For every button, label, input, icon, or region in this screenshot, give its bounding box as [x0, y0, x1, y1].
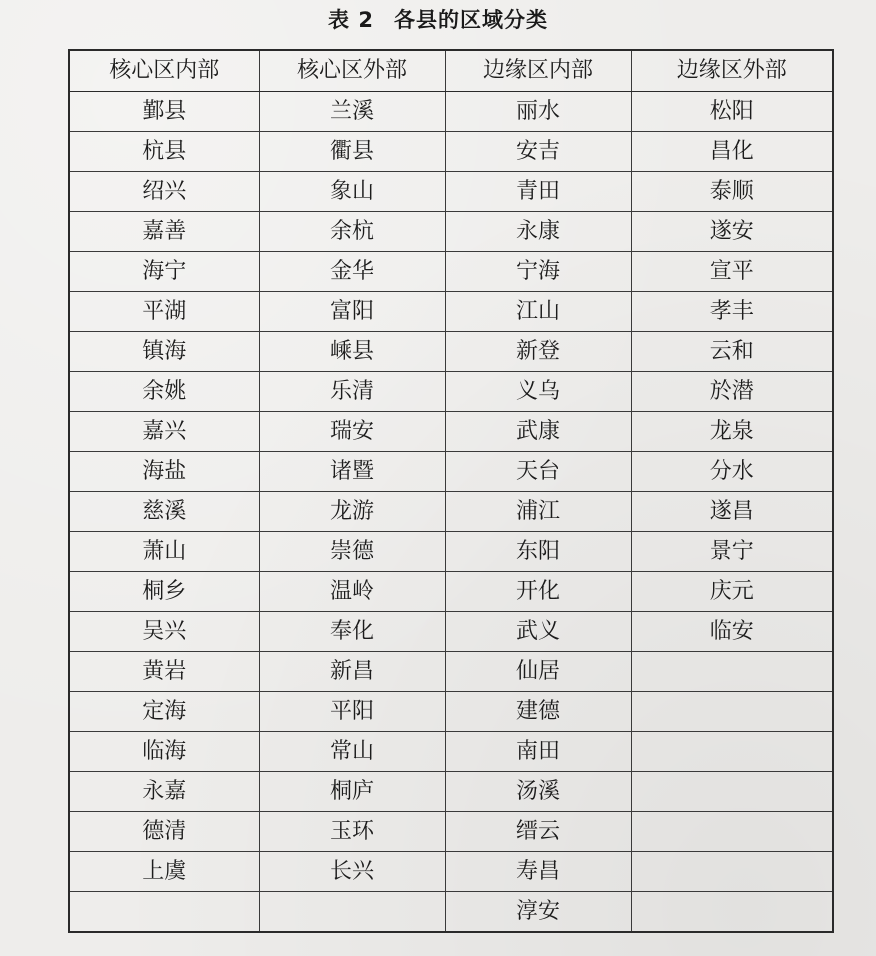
table-cell: 富阳 — [259, 292, 445, 332]
table-cell — [631, 892, 833, 933]
table-cell: 青田 — [445, 172, 631, 212]
table-cell: 景宁 — [631, 532, 833, 572]
table-cell: 遂昌 — [631, 492, 833, 532]
column-header: 边缘区外部 — [631, 50, 833, 92]
table-cell: 平湖 — [69, 292, 259, 332]
table-cell — [631, 852, 833, 892]
table-cell — [631, 732, 833, 772]
table-cell: 余杭 — [259, 212, 445, 252]
table-cell: 孝丰 — [631, 292, 833, 332]
table-row — [69, 212, 833, 252]
table-cell: 临安 — [631, 612, 833, 652]
table-cell: 嘉兴 — [69, 412, 259, 452]
table-cell: 天台 — [445, 452, 631, 492]
table-cell: 象山 — [259, 172, 445, 212]
table-cell: 萧山 — [69, 532, 259, 572]
column-header: 核心区内部 — [69, 50, 259, 92]
table-cell: 温岭 — [259, 572, 445, 612]
table-row — [69, 892, 833, 933]
table-cell: 庆元 — [631, 572, 833, 612]
table-cell: 安吉 — [445, 132, 631, 172]
table-cell: 新昌 — [259, 652, 445, 692]
table-cell: 松阳 — [631, 92, 833, 132]
table-cell: 新登 — [445, 332, 631, 372]
table-cell: 定海 — [69, 692, 259, 732]
table-row — [69, 292, 833, 332]
table-cell — [631, 772, 833, 812]
table-row — [69, 692, 833, 732]
table-cell: 镇海 — [69, 332, 259, 372]
table-cell: 鄞县 — [69, 92, 259, 132]
table-cell: 泰顺 — [631, 172, 833, 212]
table-cell: 义乌 — [445, 372, 631, 412]
table-cell — [631, 812, 833, 852]
table-cell: 遂安 — [631, 212, 833, 252]
header-row — [69, 50, 833, 92]
table-cell: 武义 — [445, 612, 631, 652]
column-header: 边缘区内部 — [445, 50, 631, 92]
table-cell: 桐庐 — [259, 772, 445, 812]
table-cell: 浦江 — [445, 492, 631, 532]
table-cell: 宁海 — [445, 252, 631, 292]
table-cell: 衢县 — [259, 132, 445, 172]
table-cell: 绍兴 — [69, 172, 259, 212]
table-cell — [631, 692, 833, 732]
table-cell: 黄岩 — [69, 652, 259, 692]
table-row — [69, 852, 833, 892]
table-cell: 慈溪 — [69, 492, 259, 532]
table-cell: 德清 — [69, 812, 259, 852]
table-row — [69, 572, 833, 612]
table-number: 表 2 — [328, 8, 374, 32]
table-cell: 诸暨 — [259, 452, 445, 492]
table-caption — [0, 4, 876, 34]
table-cell: 兰溪 — [259, 92, 445, 132]
table-body — [69, 92, 833, 933]
table-cell — [69, 892, 259, 933]
table-cell — [259, 892, 445, 933]
table-cell — [631, 652, 833, 692]
table-cell: 海宁 — [69, 252, 259, 292]
table-cell: 宣平 — [631, 252, 833, 292]
table-cell: 海盐 — [69, 452, 259, 492]
table-cell: 云和 — [631, 332, 833, 372]
table-cell: 桐乡 — [69, 572, 259, 612]
table-row — [69, 252, 833, 292]
table-row — [69, 412, 833, 452]
table-cell: 金华 — [259, 252, 445, 292]
table-cell: 昌化 — [631, 132, 833, 172]
table-cell: 丽水 — [445, 92, 631, 132]
column-header: 核心区外部 — [259, 50, 445, 92]
table-cell: 於潜 — [631, 372, 833, 412]
table-cell: 开化 — [445, 572, 631, 612]
county-classification-table — [68, 49, 834, 933]
table-row — [69, 652, 833, 692]
table-cell: 玉环 — [259, 812, 445, 852]
table-cell: 常山 — [259, 732, 445, 772]
table-row — [69, 172, 833, 212]
table-cell: 龙泉 — [631, 412, 833, 452]
table-cell: 仙居 — [445, 652, 631, 692]
table-row — [69, 372, 833, 412]
table-cell: 嘉善 — [69, 212, 259, 252]
table-cell: 吴兴 — [69, 612, 259, 652]
table-row — [69, 492, 833, 532]
table-cell: 分水 — [631, 452, 833, 492]
table-cell: 永康 — [445, 212, 631, 252]
table-row — [69, 732, 833, 772]
table-cell: 江山 — [445, 292, 631, 332]
table-cell: 杭县 — [69, 132, 259, 172]
table-cell: 建德 — [445, 692, 631, 732]
table-cell: 嵊县 — [259, 332, 445, 372]
table-cell: 瑞安 — [259, 412, 445, 452]
table-row — [69, 132, 833, 172]
table-cell: 永嘉 — [69, 772, 259, 812]
table-cell: 奉化 — [259, 612, 445, 652]
table-row — [69, 452, 833, 492]
table-cell: 寿昌 — [445, 852, 631, 892]
table-row — [69, 772, 833, 812]
table-row — [69, 612, 833, 652]
table-cell: 汤溪 — [445, 772, 631, 812]
table-cell: 平阳 — [259, 692, 445, 732]
table-cell: 武康 — [445, 412, 631, 452]
table-cell: 东阳 — [445, 532, 631, 572]
table-cell: 崇德 — [259, 532, 445, 572]
table-cell: 余姚 — [69, 372, 259, 412]
table-row — [69, 812, 833, 852]
table-row — [69, 532, 833, 572]
table-cell: 淳安 — [445, 892, 631, 933]
table-row — [69, 332, 833, 372]
table-row — [69, 92, 833, 132]
table-cell: 长兴 — [259, 852, 445, 892]
table-cell: 缙云 — [445, 812, 631, 852]
table-cell: 上虞 — [69, 852, 259, 892]
table-cell: 南田 — [445, 732, 631, 772]
table-cell: 龙游 — [259, 492, 445, 532]
table-cell: 乐清 — [259, 372, 445, 412]
table-title: 各县的区域分类 — [393, 8, 548, 32]
table-cell: 临海 — [69, 732, 259, 772]
